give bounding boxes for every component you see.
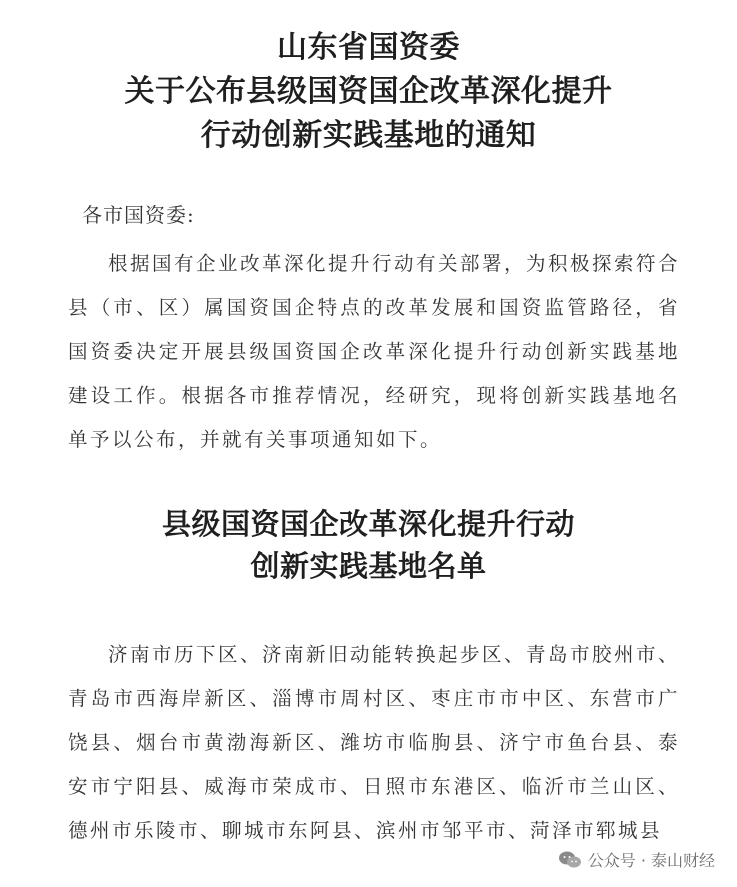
list-title-line-1: 县级国资国企改革深化提升行动: [161, 507, 575, 541]
list-title-line-2: 创新实践基地名单: [250, 549, 487, 583]
list-title: [0, 503, 737, 587]
watermark: [554, 846, 719, 873]
base-list-paragraph: 济南市历下区、济南新旧动能转换起步区、青岛市胶州市、青岛市西海岸新区、淄博市周村区、枣庄市市中区、东营市广饶县、烟台市黄渤海新区、潍坊市临朐县、济宁市鱼台县、泰安市宁阳县、威海市荣成市、日照市东港区、临沂市兰山区、德州市乐陵市、聊城市东阿县、滨州市邹平市、菏泽市郓城县: [68, 643, 681, 842]
notice-title-line-1: 山东省国资委: [277, 30, 460, 65]
notice-title-line-3: 行动创新实践基地的通知: [200, 118, 537, 153]
notice-title: [0, 26, 737, 158]
notice-title-line-2: 关于公布县级国资国企改革深化提升: [124, 74, 613, 109]
wechat-icon: [558, 850, 582, 870]
body-paragraph: 根据国有企业改革深化提升行动有关部署，为积极探索符合县（市、区）属国资国企特点的改革发展和国资监管路径，省国资委决定开展县级国资国企改革深化提升行动创新实践基地建设工作。根据各市推荐情况，经研究，现将创新实践基地名单予以公布，并就有关事项通知如下。: [68, 252, 681, 451]
salutation: 各市国资委:: [82, 203, 195, 227]
watermark-text: 公众号 · 泰山财经: [587, 851, 715, 870]
